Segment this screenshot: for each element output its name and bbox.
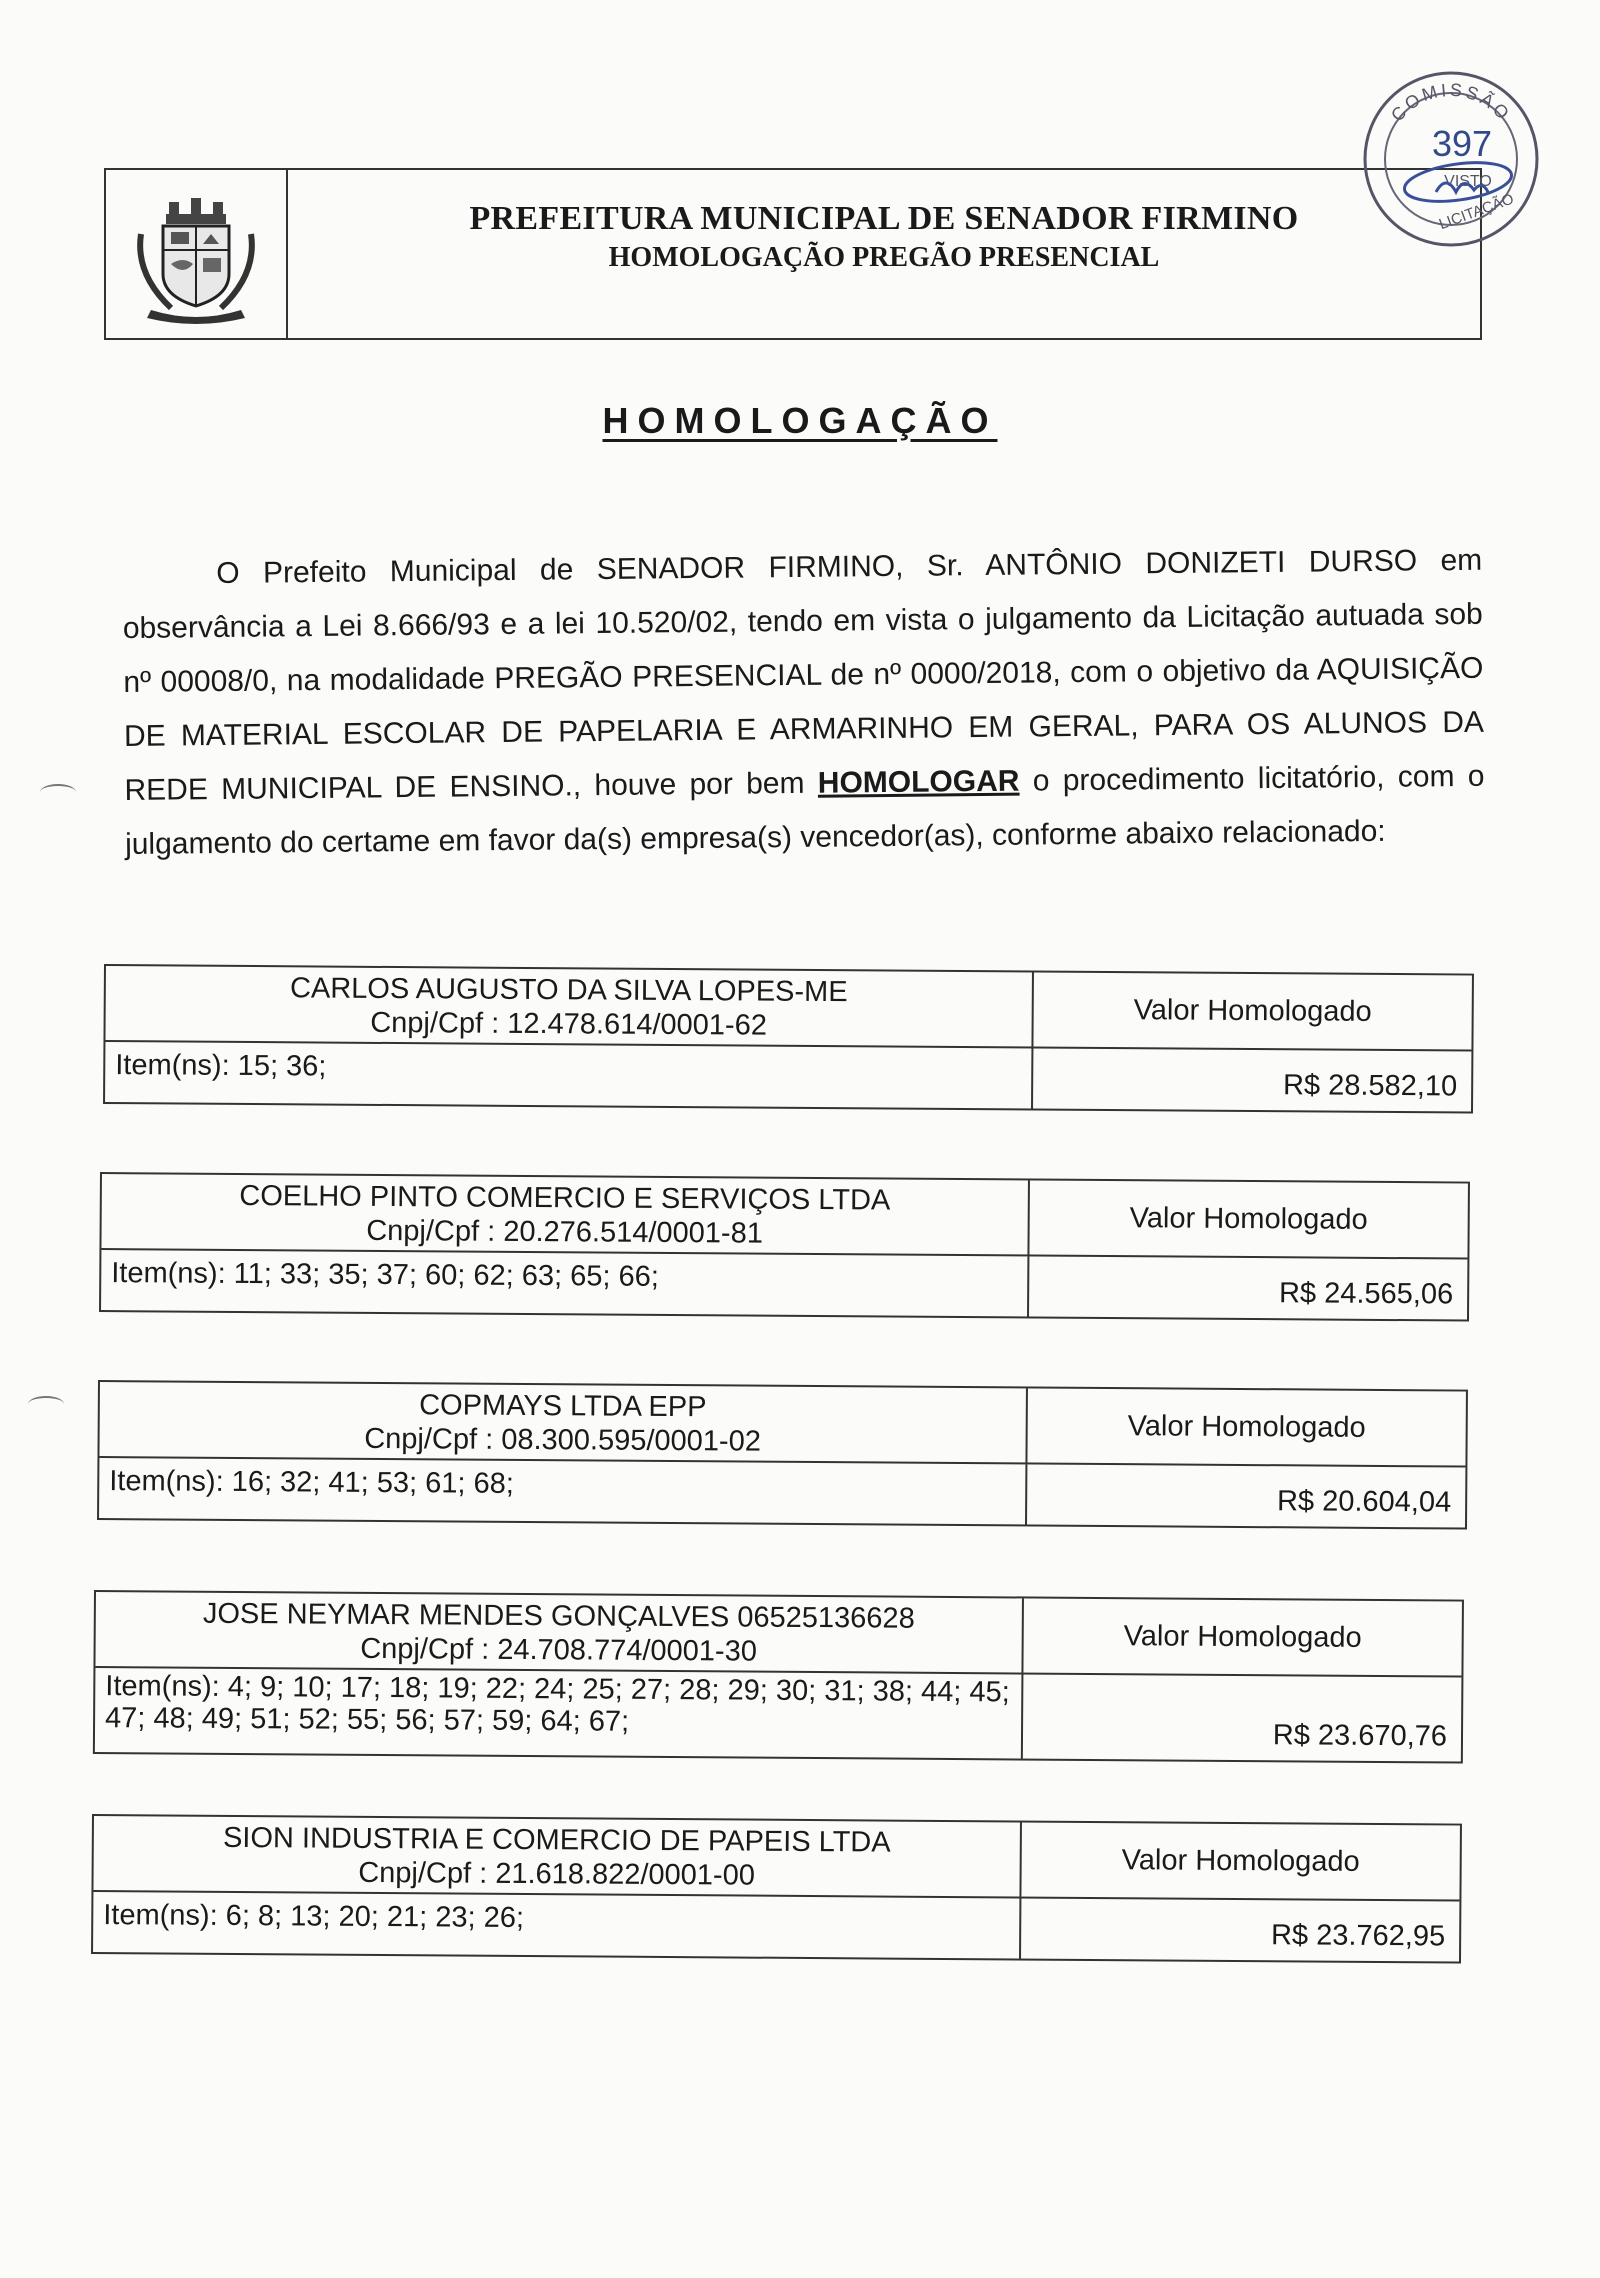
paragraph-text-end: o procedimento licitatório, com o julgamento do certame em favor da(s) empresa(s) vencedor(as), conforme abaixo relacionado:: [124, 759, 1485, 861]
value-label: Valor Homologado: [1121, 1843, 1360, 1878]
vendor-items: Item(ns): 16; 32; 41; 53; 61; 68;: [99, 1458, 1027, 1524]
stamp-visto-text: VISTO: [1444, 173, 1492, 190]
margin-mark: [40, 784, 76, 800]
vendor-name: CARLOS AUGUSTO DA SILVA LOPES-ME: [289, 972, 848, 1009]
vendor-name-cell: [101, 1174, 1029, 1254]
committee-stamp-icon: [1358, 66, 1544, 252]
stamp-top-text: COMISSÃO: [1387, 79, 1515, 126]
vendor-value: R$ 24.565,06: [1278, 1277, 1454, 1311]
vendor-items: Item(ns): 15; 36;: [105, 1042, 1033, 1108]
logo-cell: [106, 170, 288, 338]
vendor-table: [93, 1590, 1464, 1764]
vendor-name-cell: [105, 966, 1033, 1046]
vendor-name: COPMAYS LTDA EPP: [419, 1389, 707, 1424]
vendor-name-cell: [95, 1592, 1023, 1672]
vendor-value: R$ 28.582,10: [1282, 1069, 1458, 1103]
vendor-cnpj: Cnpj/Cpf : 08.300.595/0001-02: [364, 1422, 762, 1458]
page-title: HOMOLOGAÇÃO: [602, 400, 998, 441]
vendor-cnpj: Cnpj/Cpf : 20.276.514/0001-81: [366, 1214, 764, 1250]
homologation-paragraph: [122, 534, 1485, 872]
value-label: Valor Homologado: [1133, 993, 1372, 1028]
vendor-cnpj: Cnpj/Cpf : 21.618.822/0001-00: [358, 1856, 756, 1892]
municipality-title: PREFEITURA MUNICIPAL DE SENADOR FIRMINO: [469, 200, 1299, 237]
vendor-value: R$ 20.604,04: [1276, 1485, 1452, 1519]
vendor-name-cell: [93, 1816, 1021, 1896]
stamp-bottom-text: LICITAÇÃO: [1436, 190, 1517, 234]
municipal-coat-of-arms-icon: [121, 184, 271, 324]
letterhead-titles: [288, 200, 1480, 274]
vendor-items: Item(ns): 4; 9; 10; 17; 18; 19; 22; 24; 25; 27; 28; 29; 30; 31; 38; 44; 45; 47; 48; 49; 51; 52; 55; 56; 57; 59; 64; 67;: [95, 1668, 1024, 1758]
value-label: Valor Homologado: [1129, 1201, 1368, 1236]
value-label: Valor Homologado: [1127, 1409, 1366, 1444]
vendor-items: Item(ns): 6; 8; 13; 20; 21; 23; 26;: [93, 1892, 1021, 1958]
stamp-number: 397: [1431, 123, 1493, 164]
document-type-subtitle: HOMOLOGAÇÃO PREGÃO PRESENCIAL: [608, 242, 1160, 273]
vendor-value: R$ 23.762,95: [1270, 1919, 1446, 1953]
vendor-cnpj: Cnpj/Cpf : 12.478.614/0001-62: [370, 1006, 768, 1042]
paragraph-text: O Prefeito Municipal de SENADOR FIRMINO, Sr. ANTÔNIO DONIZETI DURSO em observância a Lei 8.666/93 e a lei 10.520/02, tendo em vista o julgamento da Licitação autuada sob nº 00008/0, na modalidade PREGÃO PRESENCIAL de nº 0000/2018, com o objetivo da AQUISIÇÃO DE MATERIAL ESCOLAR DE PAPELARIA E ARMARINHO EM GERAL, PARA OS ALUNOS DA REDE MUNICIPAL DE ENSINO., houve por bem: [122, 543, 1485, 807]
vendor-value: R$ 23.670,76: [1272, 1719, 1448, 1753]
vendor-table: [103, 964, 1474, 1114]
vendor-cnpj: Cnpj/Cpf : 24.708.774/0001-30: [360, 1632, 758, 1668]
homologar-emphasis: HOMOLOGAR: [817, 764, 1020, 800]
vendor-name-cell: [99, 1382, 1027, 1462]
vendor-name: JOSE NEYMAR MENDES GONÇALVES 06525136628: [202, 1597, 915, 1635]
vendor-items: Item(ns): 11; 33; 35; 37; 60; 62; 63; 65; 66;: [101, 1250, 1029, 1316]
value-label: Valor Homologado: [1123, 1619, 1362, 1654]
letterhead: [104, 168, 1482, 340]
vendor-name: COELHO PINTO COMERCIO E SERVIÇOS LTDA: [239, 1179, 891, 1217]
margin-mark: [28, 1396, 64, 1412]
vendor-table: [99, 1172, 1470, 1322]
vendor-table: [97, 1380, 1468, 1530]
vendor-table: [91, 1814, 1462, 1964]
vendor-name: SION INDUSTRIA E COMERCIO DE PAPEIS LTDA: [222, 1821, 891, 1859]
